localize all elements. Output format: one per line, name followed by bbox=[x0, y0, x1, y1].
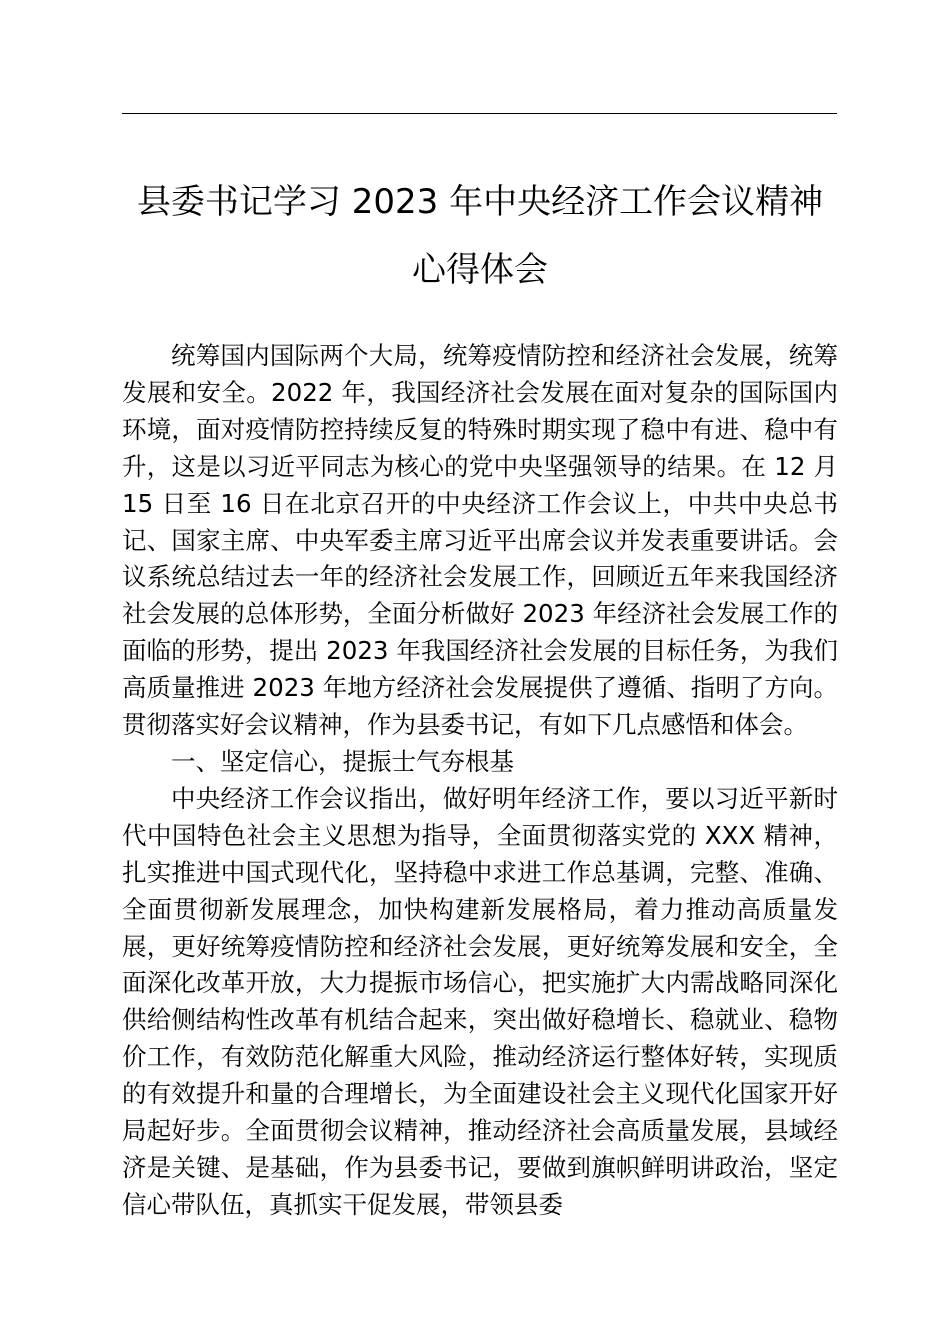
paragraph-section-1: 中央经济工作会议指出，做好明年经济工作，要以习近平新时代中国特色社会主义思想为指导，全面贯彻落实党的 XXX 精神，扎实推进中国式现代化，坚持稳中求进工作总基调，完整、准确、全面贯彻新发展理念，加快构建新发展格局，着力推动高质量发展，更好统筹疫情防控和经济社会发展，更好统筹发展和安全，全面深化改革开放，大力提振市场信心，把实施扩大内需战略同深化供给侧结构性改革有机结合起来，突出做好稳增长、稳就业、稳物价工作，有效防范化解重大风险，推动经济运行整体好转，实现质的有效提升和量的合理增长，为全面建设社会主义现代化国家开好局起好步。全面贯彻会议精神，推动经济社会高质量发展，县域经济是关键、是基础，作为县委书记，要做到旗帜鲜明讲政治，坚定信心带队伍，真抓实干促发展，带领县委 bbox=[122, 783, 838, 1219]
document-body bbox=[122, 338, 838, 1224]
title-line-1: 县委书记学习 2023 年中央经济工作会议精神 bbox=[136, 182, 824, 222]
title-line-2: 心得体会 bbox=[412, 250, 548, 290]
header-rule bbox=[122, 113, 837, 114]
document-title bbox=[110, 168, 850, 304]
section-heading-1: 一、坚定信心，提振士气夯根基 bbox=[171, 746, 514, 776]
paragraph-intro: 统筹国内国际两个大局，统筹疫情防控和经济社会发展，统筹发展和安全。2022 年，我国经济社会发展在面对复杂的国际国内环境，面对疫情防控持续反复的特殊时期实现了稳中有进、稳中有升，这是以习近平同志为核心的党中央坚强领导的结果。在 12 月 15 日至 16 日在北京召开的中央经济工作会议上，中共中央总书记、国家主席、中央军委主席习近平出席会议并发表重要讲话。会议系统总结过去一年的经济社会发展工作，回顾近五年来我国经济社会发展的总体形势，全面分析做好 2023 年经济社会发展工作的面临的形势，提出 2023 年我国经济社会发展的目标任务，为我们高质量推进 2023 年地方经济社会发展提供了遵循、指明了方向。贯彻落实好会议精神，作为县委书记，有如下几点感悟和体会。 bbox=[122, 341, 838, 740]
